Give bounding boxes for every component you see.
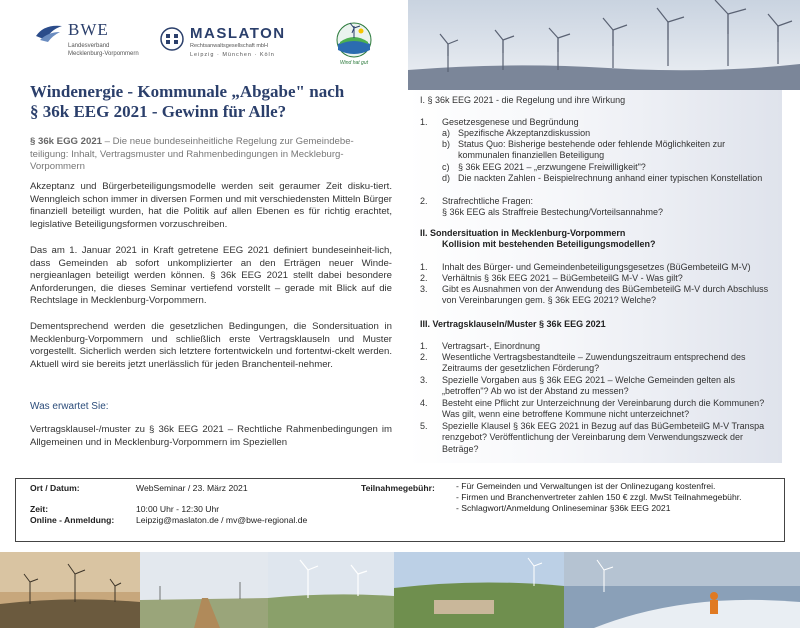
intro-paragraph: Akzeptanz und Bürgerbeteiligungsmodelle werden seit geraumer Zeit disku-tiert. Wenngleich schon immer in diversen Formen und mit verschiedensten Mitteln Bürger finanziell beteiligt wurden, hat die Politik auf allen Ebenen es für richtig erachtet, legislative Beteiligungsformen vorzuschreiben.: [30, 181, 392, 230]
windfarm-sunset-photo: [0, 552, 140, 628]
conditions-paragraph: Dementsprechend werden die gesetzlichen Bedingungen, die Sondersituation in Mecklenburg-Vorpommern und schließlich erste Vertragsklauseln und Muster vorgestellt. Sicherlich werden sich letztere fortentwickeln und fortentwi-ckelt werden. Aktuell wird sie bereits jetzt unerlässlich für jeden Branchenteil-nehmer.: [30, 321, 392, 370]
section-3-title: III. Vertragsklauseln/Muster § 36k EEG 2021: [420, 319, 606, 329]
photo-strip: [0, 552, 800, 628]
maslaton-cities: Leipzig · München · Köln: [190, 52, 275, 58]
time-value: 10:00 Uhr - 12:30 Uhr: [136, 504, 220, 514]
village-photo: [394, 552, 564, 628]
region-seal-icon: [330, 20, 378, 60]
bwe-name: BWE: [68, 20, 109, 39]
maslaton-mark-icon: [160, 27, 184, 51]
time-label: Zeit:: [30, 504, 49, 514]
maslaton-subtitle: Rechtsanwaltsgesellschaft mbH: [190, 43, 268, 49]
bwe-logo: [34, 20, 139, 64]
bwe-bird-icon: [34, 22, 64, 44]
expect-heading: Was erwartet Sie:: [30, 401, 109, 412]
section-2-title: II. Sondersituation in Mecklenburg-Vorpommern Kollision mit bestehenden Beteiligungsmodellen?: [420, 228, 656, 250]
region-logo: [330, 20, 378, 68]
fee-label: Teilnahmegebühr:: [361, 483, 435, 493]
section-1-title: I. § 36k EEG 2021 - die Regelung und ihre Wirkung: [420, 95, 626, 105]
page-title: Windenergie - Kommunale „Abgabe" nach § 36k EEG 2021 - Gewinn für Alle?: [30, 82, 345, 121]
agenda-panel: I. § 36k EEG 2021 - die Regelung und ihre Wirkung 1. Gesetzesgenese und Begründung a) Spezifische Akzeptanzdiskussion b) Status Quo: Bisherige bestehende oder fehlende Möglichkeiten zur kommunalen finanziellen Beteiligung c) § 36k EEG 2021 – „erzwungene Freiwilligkeit"? d) Die nackten Zahlen - Beispielrechnung anhand einer typischen Konstellation 2. Strafrechtliche Fragen: § 36k EEG als Straffreie Bestechung/Vorteilsannahme? II. Sondersituation in Mecklenburg-Vorpommern Kollision mit bestehenden Beteiligungsmodellen? 1. Inhalt des Bürger- und Gemeindenbeteiligungsgesetzes (BüGembeteilG M-V) 2. Verhältnis § 36k EEG 2021 – BüGembeteilG M-V - Was gilt? 3. Gibt es Ausnahmen von der Anwendung des BüGembeteilG M-V durch Abschluss von Vereinbarungen gem. § 36k EEG 2021? Welche? III. Vertragsklauseln/Muster § 36k EEG 2021 1. Vertragsart-, Einordnung 2. Wesentliche Vertragsbestandteile – Zuwendungszeitraum entsprechend des Zeitraums der gesetzlichen Förderung? 3. Spezielle Vorgaben aus § 36k EEG 2021 – Welche Gemeinden gelten als „betroffen"? Ab wo ist der Abstand zu messen? 4. Besteht eine Pflicht zur Unterzeichnung der Vereinbarung durch die Kommunen? Was gilt, wenn eine betroffene Kommune nicht unterzeichnet? 5. Spezielle Klausel § 36k EEG 2021 in Bezug auf das BüGembeteilG M-V Transpa renzgebot? Veröffentlichung der Vereinbarung dem Verwendungszweck der Beträge?: [408, 90, 782, 463]
registration-emails[interactable]: Leipzig@maslaton.de / mv@bwe-regional.de: [136, 515, 308, 525]
boardwalk-photo: [140, 552, 268, 628]
eeg-paragraph: Das am 1. Januar 2021 in Kraft getretene EEG 2021 definiert bundeseinheit-lich, dass Gemeinden ab sofort unkomplizierter an den Erträgen neuer Winde-nergieanlagen beteiligt werden können. § 36k EEG 2021 stellt dabei besondere Anforderungen, die dieses Seminar vertiefend vorstellt – gerade mit Blick auf die Rechtslage in Mecklenburg-Vorpommern.: [30, 245, 392, 307]
region-tagline: Wind hat gut: [339, 60, 369, 66]
fee-line: - Schlagwort/Anmeldung Onlineseminar §36k EEG 2021: [456, 503, 671, 513]
bwe-subtitle: Landesverband Mecklenburg-Vorpommern: [68, 43, 139, 57]
date-label: Ort / Datum:: [30, 483, 80, 493]
lede-text: § 36k EGG 2021 – Die neue bundeseinheitliche Regelung zur Gemeindebe-teiligung: Inhalt, Vertragsmuster und Rahmenbedingungen in Meckleburg-Vorpommern: [30, 136, 354, 173]
maslaton-name: MASLATON: [190, 25, 286, 42]
fee-line: - Für Gemeinden und Verwaltungen ist der Onlinezugang kostenfrei.: [456, 481, 716, 491]
expect-paragraph: Vertragsklausel-/muster zu § 36k EEG 2021 – Rechtliche Rahmenbedingungen im Allgemeinen und in Mecklenburg-Vorpommern im Speziellen: [30, 424, 392, 448]
fee-line: - Firmen und Branchenvertreter zahlen 150 € zzgl. MwSt Teilnahmegebühr.: [456, 492, 742, 502]
windpark-field-photo: [268, 552, 394, 628]
event-info-box: [15, 478, 785, 542]
registration-label: Online - Anmeldung:: [30, 515, 115, 525]
turbine-technician-photo: [564, 552, 800, 628]
date-value: WebSeminar / 23. März 2021: [136, 483, 248, 493]
windfarm-header-image: [408, 0, 800, 90]
maslaton-logo: [160, 24, 300, 64]
